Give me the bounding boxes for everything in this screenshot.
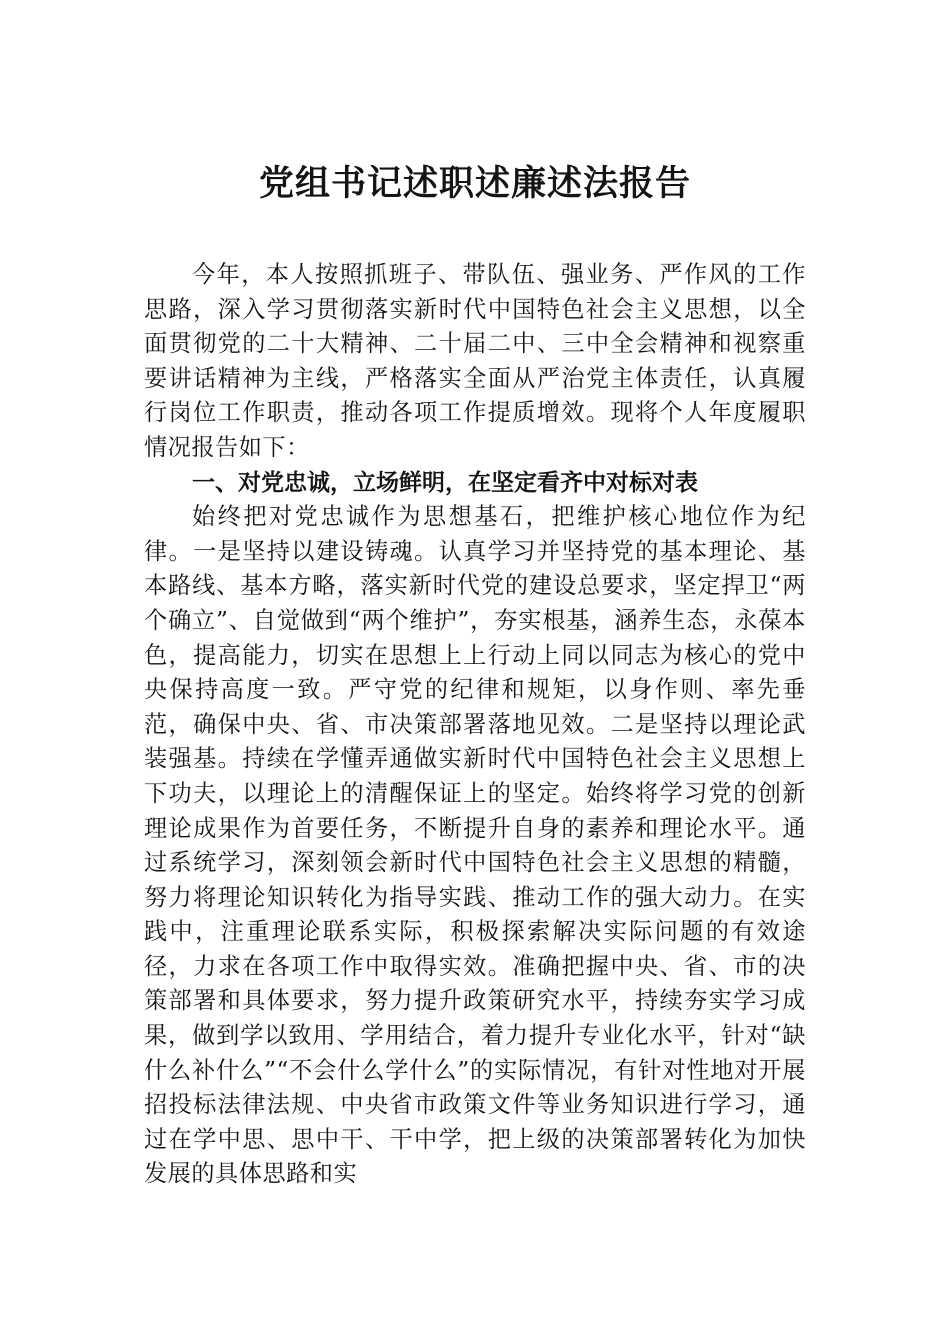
intro-paragraph: 今年，本人按照抓班子、带队伍、强业务、严作风的工作思路，深入学习贯彻落实新时代中国特色社会主义思想，以全面贯彻党的二十大精神、二十届二中、三中全会精神和视察重要讲话精神为主线，严格落实全面从严治党主体责任，认真履行岗位工作职责，推动各项工作提质增效。现将个人年度履职情况报告如下：	[144, 261, 806, 461]
section-heading: 一、对党忠诚，立场鲜明，在坚定看齐中对标对表	[192, 469, 698, 496]
section-paragraph: 始终把对党忠诚作为思想基石，把维护核心地位作为纪律。一是坚持以建设铸魂。认真学习并坚持党的基本理论、基本路线、基本方略，落实新时代党的建设总要求，坚定捍卫“两个确立”、自觉做到“两个维护”，夯实根基，涵养生态，永葆本色，提高能力，切实在思想上上行动上同以同志为核心的党中央保持高度一致。严守党的纪律和规矩，以身作则、率先垂范，确保中央、省、市决策部署落地见效。二是坚持以理论武装强基。持续在学懂弄通做实新时代中国特色社会主义思想上下功夫，以理论上的清醒保证上的坚定。始终将学习党的创新理论成果作为首要任务，不断提升自身的素养和理论水平。通过系统学习，深刻领会新时代中国特色社会主义思想的精髓，努力将理论知识转化为指导实践、推动工作的强大动力。在实践中，注重理论联系实际，积极探索解决实际问题的有效途径，力求在各项工作中取得实效。准确把握中央、省、市的决策部署和具体要求，努力提升政策研究水平，持续夯实学习成果，做到学以致用、学用结合，着力提升专业化水平，针对“缺什么补什么”“不会什么学什么”的实际情况，有针对性地对开展招投标法律法规、中央省市政策文件等业务知识进行学习，通过在学中思、思中干、干中学，把上级的决策部署转化为加快发展的具体思路和实	[144, 503, 806, 1188]
document-body	[144, 258, 806, 1192]
document-title: 党组书记述职述廉述法报告	[258, 163, 691, 204]
